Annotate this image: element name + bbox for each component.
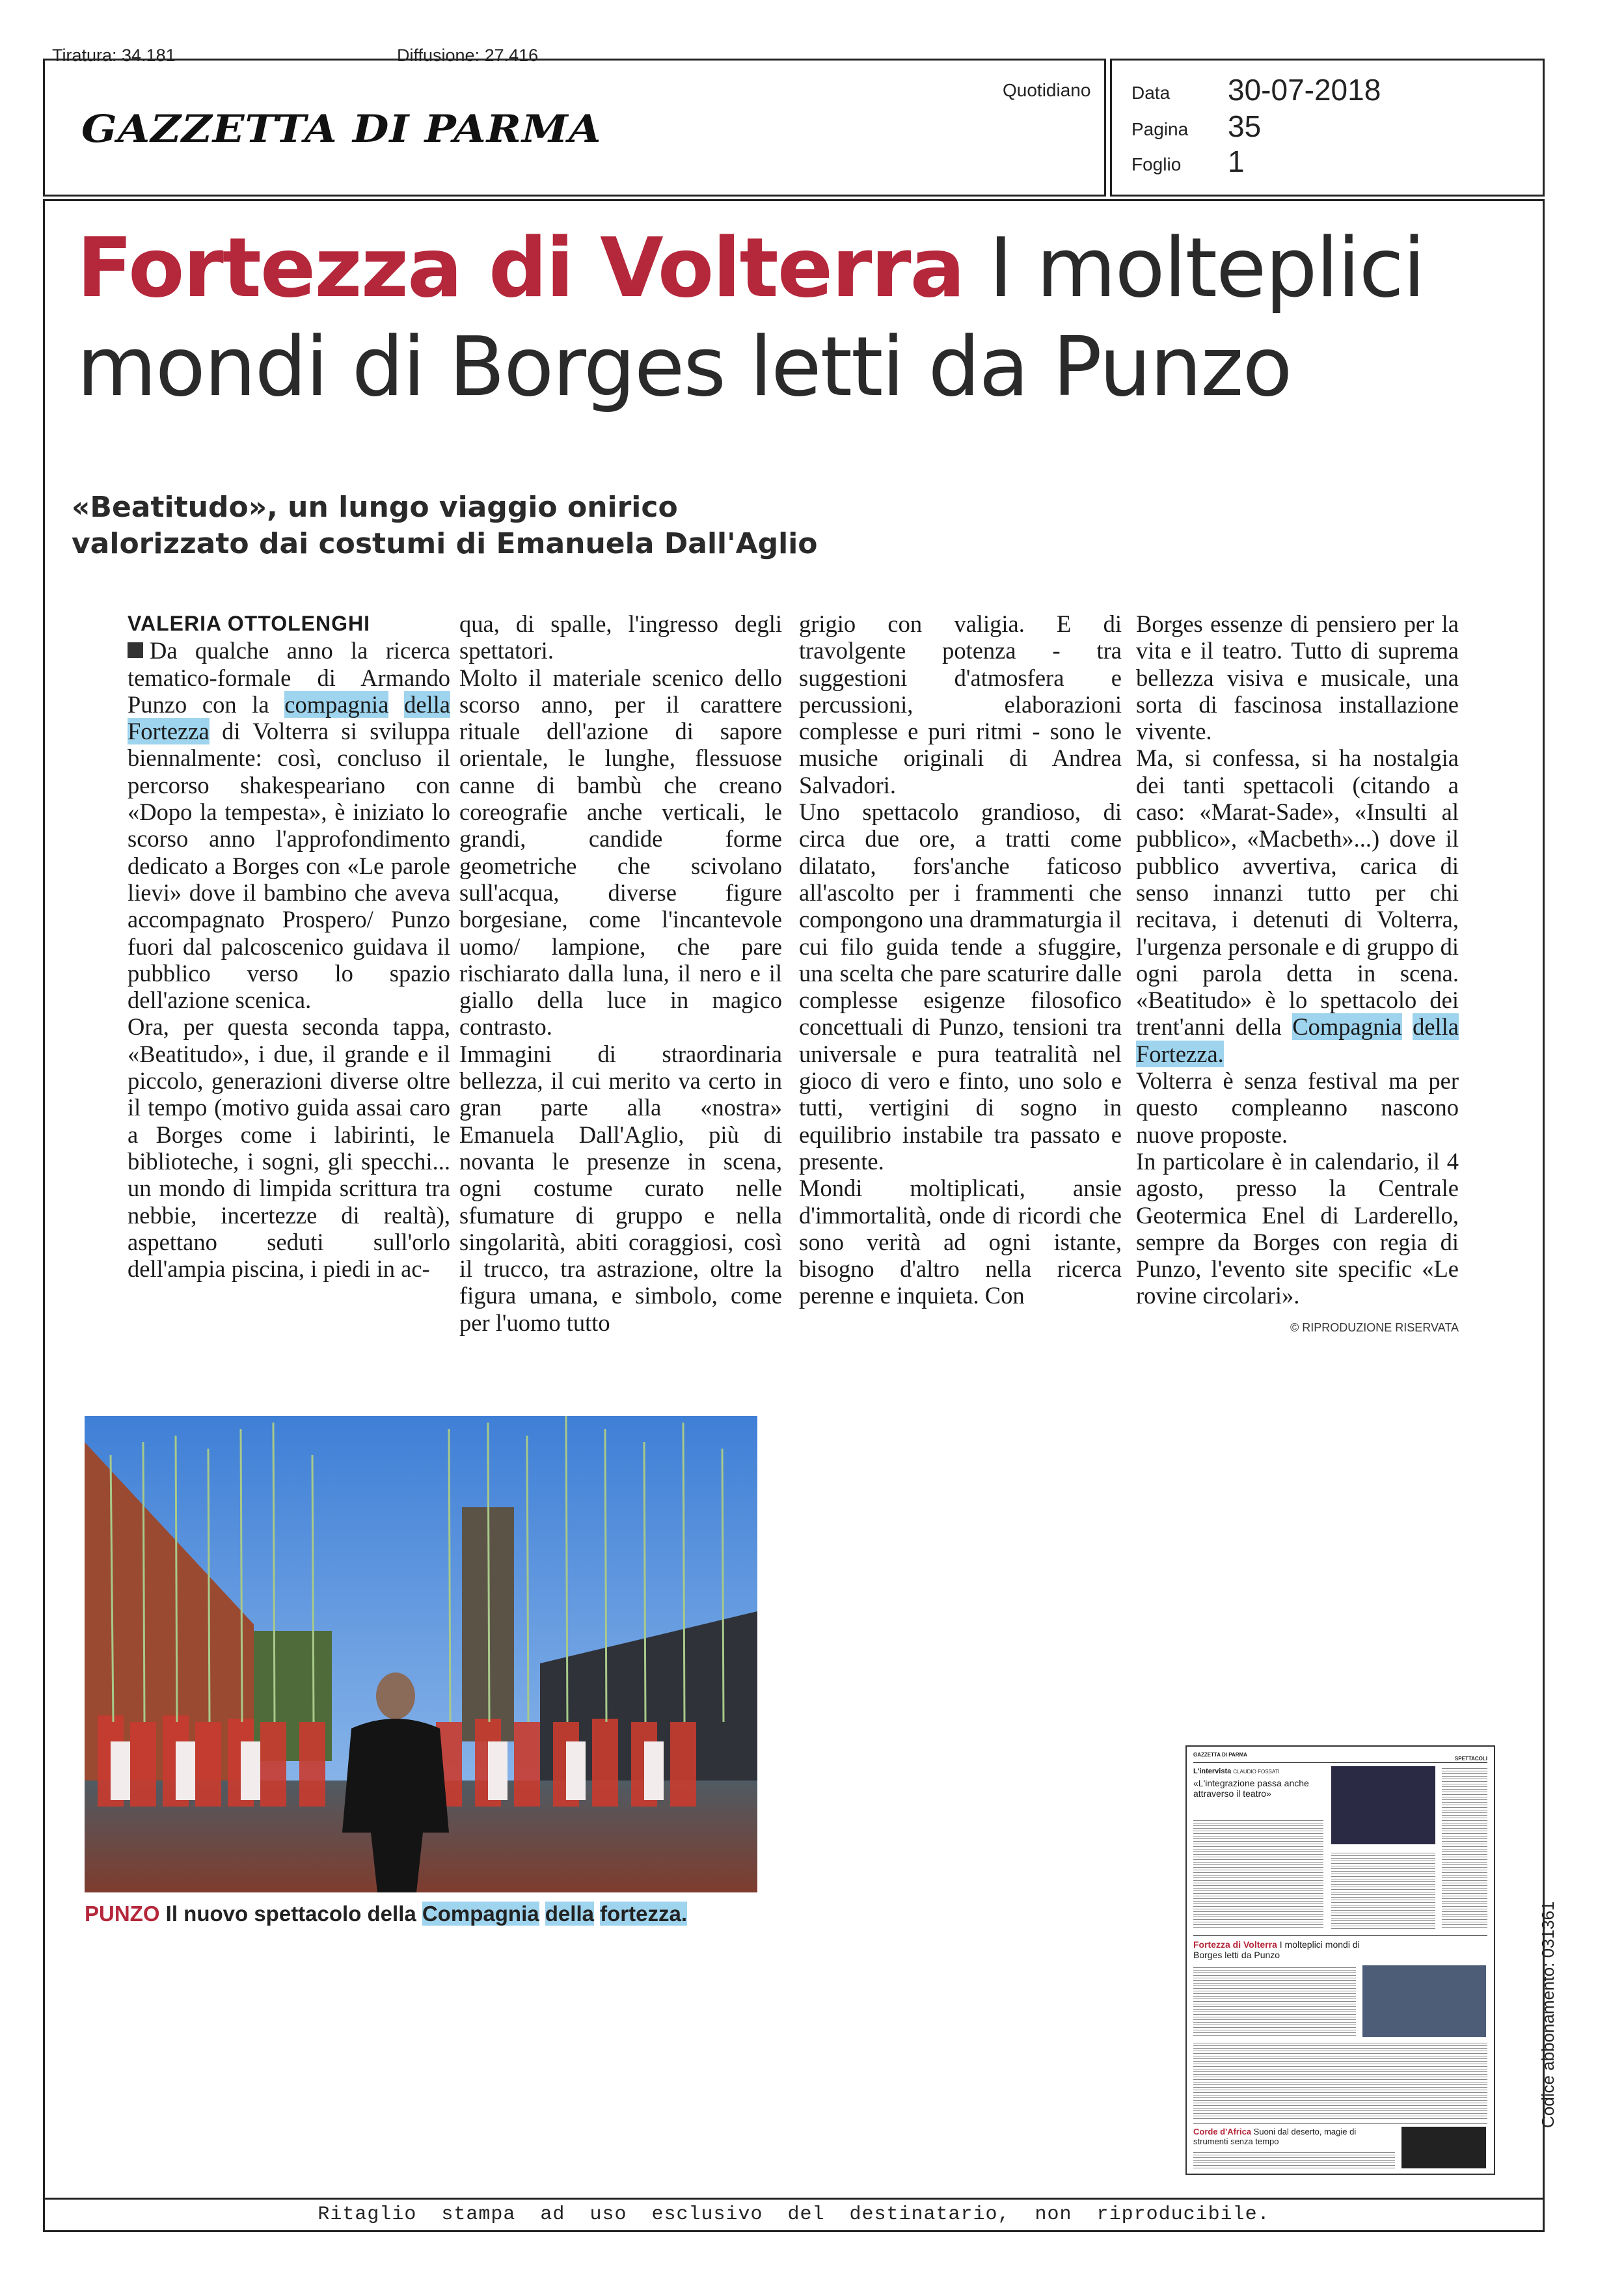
highlight: compagnia [284,690,389,718]
page-thumbnail: GAZZETTA DI PARMA SPETTACOLI L'intervista CLAUDIO FOSSATI «L'integrazione passa anche attraverso il teatro» Fortezza di Volterra I molteplici mondi di Borges letti da Punzo Corde d'Africa Suoni dal deserto, magie di strumenti senza tempo [1185,1745,1495,2175]
article-column-3: grigio con valigia. E di travolgente potenza - tra suggestioni d'atmosfera e percussioni, elaborazioni complesse e puri ritmi - sono le musiche originali di Andrea Salvadori. Uno spettacolo grandioso, di circa due ore, a tratti come dilatato, fors'anche faticoso all'ascolto per i frammenti che compongono una drammaturgia il cui filo guida tende a sfuggire, una scelta che pare scaturire dalle complesse esigenze filosofico concettuali di Punzo, tensioni tra universale e pura teatralità nel gioco di vero e finto, uno solo e tutti, vertigini di sogno in equilibrio instabile tra passato e presente. Mondi moltiplicati, ansie d'immortalità, onde di ricordi che sono verità ad ogni istante, bisogno d'altro nella ricerca perenne e inquieta. Con [799,610,1122,1309]
tiratura: Tiratura: 34.181 [52,46,176,65]
masthead-box [43,59,1106,197]
pagina-value: 35 [1228,109,1262,143]
thumbnail-photo [1362,1965,1486,2037]
highlight: della Fortezza [128,690,450,745]
title-line2: mondi di Borges letti da Punzo [77,319,1292,415]
copyright-notice: © RIPRODUZIONE RISERVATA [1290,1320,1459,1334]
diffusione: Diffusione: 27.416 [397,46,539,65]
foglio-value: 1 [1228,144,1245,178]
masthead: GAZZETTA DI PARMA [81,107,602,152]
article-photo [85,1416,757,1892]
title-line1: I molteplici [964,220,1424,316]
thumbnail-photo [1331,1766,1435,1844]
footer-box [43,2200,1545,2232]
pagina-label: Pagina [1131,119,1189,139]
highlight: della [1413,1013,1459,1041]
lead-square-icon [128,642,143,658]
byline: VALERIA OTTOLENGHI [128,612,370,635]
data-label: Data [1131,83,1171,103]
footer-notice: Ritaglio stampa ad uso esclusivo del destinatario, non riproducibile. [318,2204,1270,2226]
frequency: Quotidiano [1003,80,1091,100]
thumbnail-photo [1401,2127,1486,2168]
theatre-scene-image [85,1416,757,1892]
article-subtitle: «Beatitudo», un lungo viaggio onirico valorizzato dai costumi di Emanuela Dall'Aglio [72,491,818,560]
article-title [77,219,1424,416]
article-column-1: VALERIA OTTOLENGHI Da qualche anno la ricerca tematico-formale di Armando Punzo con la compagnia della Fortezza di Volterra si sviluppa biennalmente: così, concluso il percorso shakespeariano con «Dopo la tempesta», è iniziato lo scorso anno l'approfondimento dedicato a Borges con «Le parole lievi» dove il bambino che aveva accompagnato Prospero/ Punzo fuori dal palcoscenico guidava il pubblico verso lo spazio dell'azione scenica. Ora, per questa seconda tappa, «Beatitudo», i due, il grande e il piccolo, generazioni diverse oltre il tempo (motivo guida assai caro a Borges come i labirinti, le biblioteche, i sogni, gli specchi... un mondo di limpida scrittura tra nebbie, incertezze di realtà), aspettano seduti sull'orlo dell'ampia piscina, i piedi in ac- [128,612,450,1283]
highlight: Fortezza. [1136,1040,1224,1067]
data-value: 30-07-2018 [1228,73,1381,107]
highlight: Compagnia [1292,1013,1402,1041]
meta-box [1110,59,1545,197]
foglio-label: Foglio [1131,154,1182,174]
title-kicker: Fortezza di Volterra [77,220,964,316]
photo-caption: PUNZO Il nuovo spettacolo della Compagnia della fortezza. [85,1902,687,1926]
article-column-2: qua, di spalle, l'ingresso degli spettatori. Molto il materiale scenico dello scorso anno, per il carattere rituale dell'azione di sapore orientale, le lunghe, flessuose canne di bambù che creano coreografie anche verticali, le grandi, candide forme geometriche che scivolano sull'acqua, diverse figure borgesiane, come l'incantevole uomo/ lampione, che pare rischiarato dalla luna, il nero e il giallo della luce in magico contrasto. Immagini di straordinaria bellezza, il cui merito va certo in gran parte alla «nostra» Emanuela Dall'Aglio, più di novanta le presenze in scena, ogni costume curato nelle sfumature di gruppo e nella singolarità, abiti coraggiosi, così il trucco, tra astrazione, oltre la figura umana, e simbolo, come per l'uomo tutto [459,610,782,1336]
subscription-code: Codice abbonamento: 031361 [1538,1901,1558,2128]
article-column-4: Borges essenze di pensiero per la vita e il teatro. Tutto di suprema bellezza visiva e musicale, una sorta di fascinosa installazione vivente. Ma, si confessa, si ha nostalgia dei tanti spettacoli (citando a caso: «Marat-Sade», «Insulti al pubblico», «Macbeth»...) dove il pubblico avvertiva, carica di senso innanzi tutto per chi recitava, i detenuti di Volterra, l'urgenza personale e di gruppo di ogni parola detta in scena. «Beatitudo» è lo spettacolo dei trent'anni della Compagnia della Fortezza. Volterra è senza festival ma per questo compleanno nascono nuove proposte. In particolare è in calendario, il 4 agosto, presso la Centrale Geotermica Enel di Larderello, sempre da Borges con regia di Punzo, l'evento site specific «Le rovine circolari». © RIPRODUZIONE RISERVATA [1136,610,1459,1341]
